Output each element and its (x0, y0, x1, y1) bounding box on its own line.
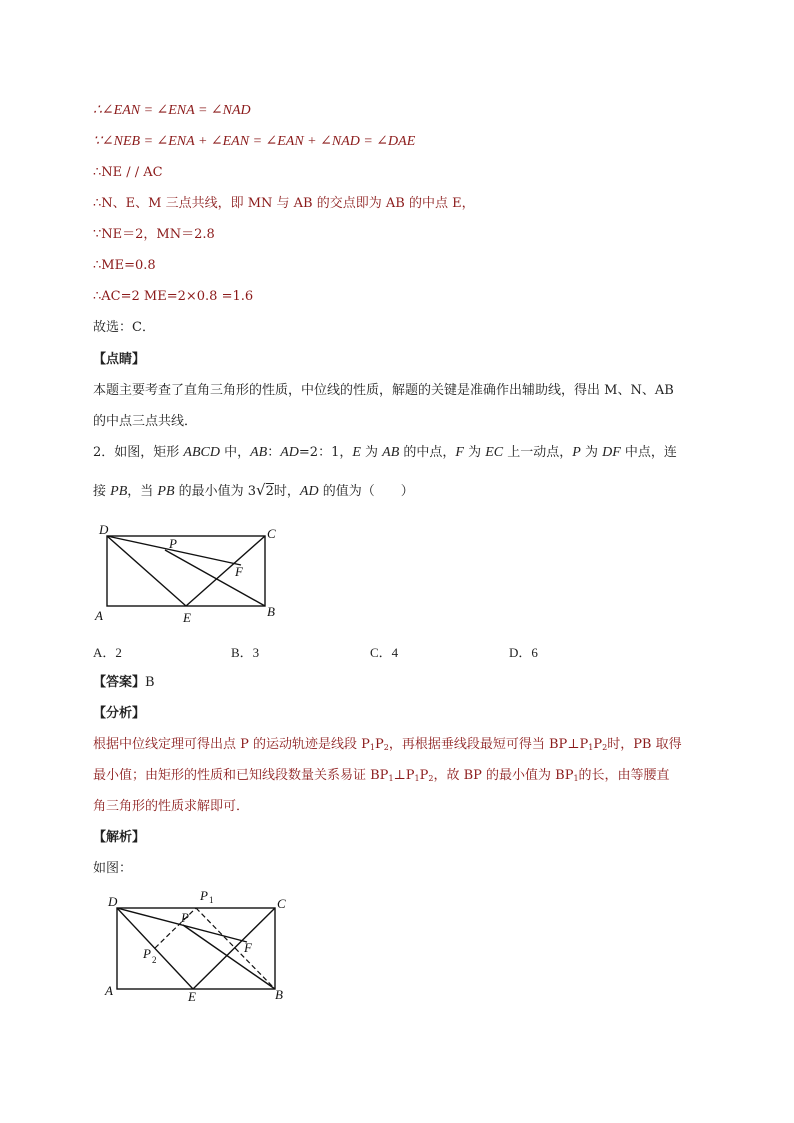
label-b: B (275, 987, 283, 1002)
segment-pb (183, 925, 275, 989)
question-line-1: 2．如图，矩形 ABCD 中，AB：AD=2：1，E 为 AB 的中点，F 为 EC 上一动点，P 为 DF 中点，连 (93, 445, 677, 460)
segment-ec (186, 536, 265, 606)
analysis-line-3: 角三角形的性质求解即可． (93, 799, 250, 814)
option-c: C．4 (370, 645, 399, 660)
sqrt-sign: √ (256, 481, 266, 499)
proof-line-7: ∴AC=2 ME=2×0.8 =1.6 (93, 289, 254, 304)
answer-line: 【答案】B (93, 675, 155, 690)
comment-line-1: 本题主要考查了直角三角形的性质，中位线的性质，解题的关键是准确作出辅助线，得出 M、N、AB (93, 383, 674, 398)
label-a: A (105, 983, 113, 998)
question-line-2: 接 PB，当 PB 的最小值为 3√2时，AD 的值为（ ） (93, 481, 414, 499)
label-e: E (183, 610, 191, 625)
label-p2: P (143, 946, 151, 961)
proof-line-3: ∴NE / / AC (93, 165, 163, 180)
option-b: B．3 (231, 645, 260, 660)
comment-heading: 【点睛】 (93, 352, 146, 367)
comment-line-2: 的中点三点共线． (93, 414, 198, 429)
proof-line-2: ∵∠NEB = ∠ENA + ∠EAN = ∠EAN + ∠NAD = ∠DAE (93, 134, 416, 149)
segment-ec (193, 908, 275, 989)
proof-line-4: ∴N、E、M 三点共线，即 MN 与 AB 的交点即为 AB 的中点 E， (93, 196, 475, 211)
analysis-line-1: 根据中位线定理可得出点 P 的运动轨迹是线段 $P_1P_2$，再根据垂线段最短可得当 $BP\perp P_1P_2$时，PB 取得 (93, 737, 682, 752)
solution-heading: 【解析】 (93, 830, 146, 845)
solution-intro: 如图： (93, 861, 133, 876)
proof-line-6: ∴ME=0.8 (93, 258, 156, 273)
label-f: F (235, 564, 243, 579)
label-a: A (95, 608, 103, 623)
segment-pb (165, 550, 265, 606)
analysis-line-2: 最小值；由矩形的性质和已知线段数量关系易证 $BP_1\perp P_1P_2$，故 BP 的最小值为 $BP_1$的长，由等腰直 (93, 768, 670, 783)
proof-line-5: ∵NE＝2，MN＝2.8 (93, 227, 215, 242)
label-d: D (99, 522, 109, 537)
label-p1: P (200, 888, 208, 903)
label-c: C (277, 896, 286, 911)
segment-p1p2 (155, 908, 196, 948)
label-p2-subscript: 2 (152, 955, 157, 965)
label-f: F (244, 940, 252, 955)
option-a: A．2 (93, 645, 122, 660)
option-d: D．6 (509, 645, 538, 660)
label-e: E (188, 989, 196, 1004)
figure-1 (93, 520, 293, 628)
figure-2 (93, 885, 298, 1007)
label-d: D (108, 894, 118, 909)
label-p: P (169, 536, 177, 551)
label-p1-subscript: 1 (209, 895, 214, 905)
label-c: C (267, 526, 276, 541)
label-b: B (267, 604, 275, 619)
label-p: P (181, 910, 189, 925)
choice-line: 故选：C． (93, 320, 155, 335)
analysis-heading: 【分析】 (93, 706, 146, 721)
proof-line-1: ∴∠EAN = ∠ENA = ∠NAD (93, 103, 251, 118)
